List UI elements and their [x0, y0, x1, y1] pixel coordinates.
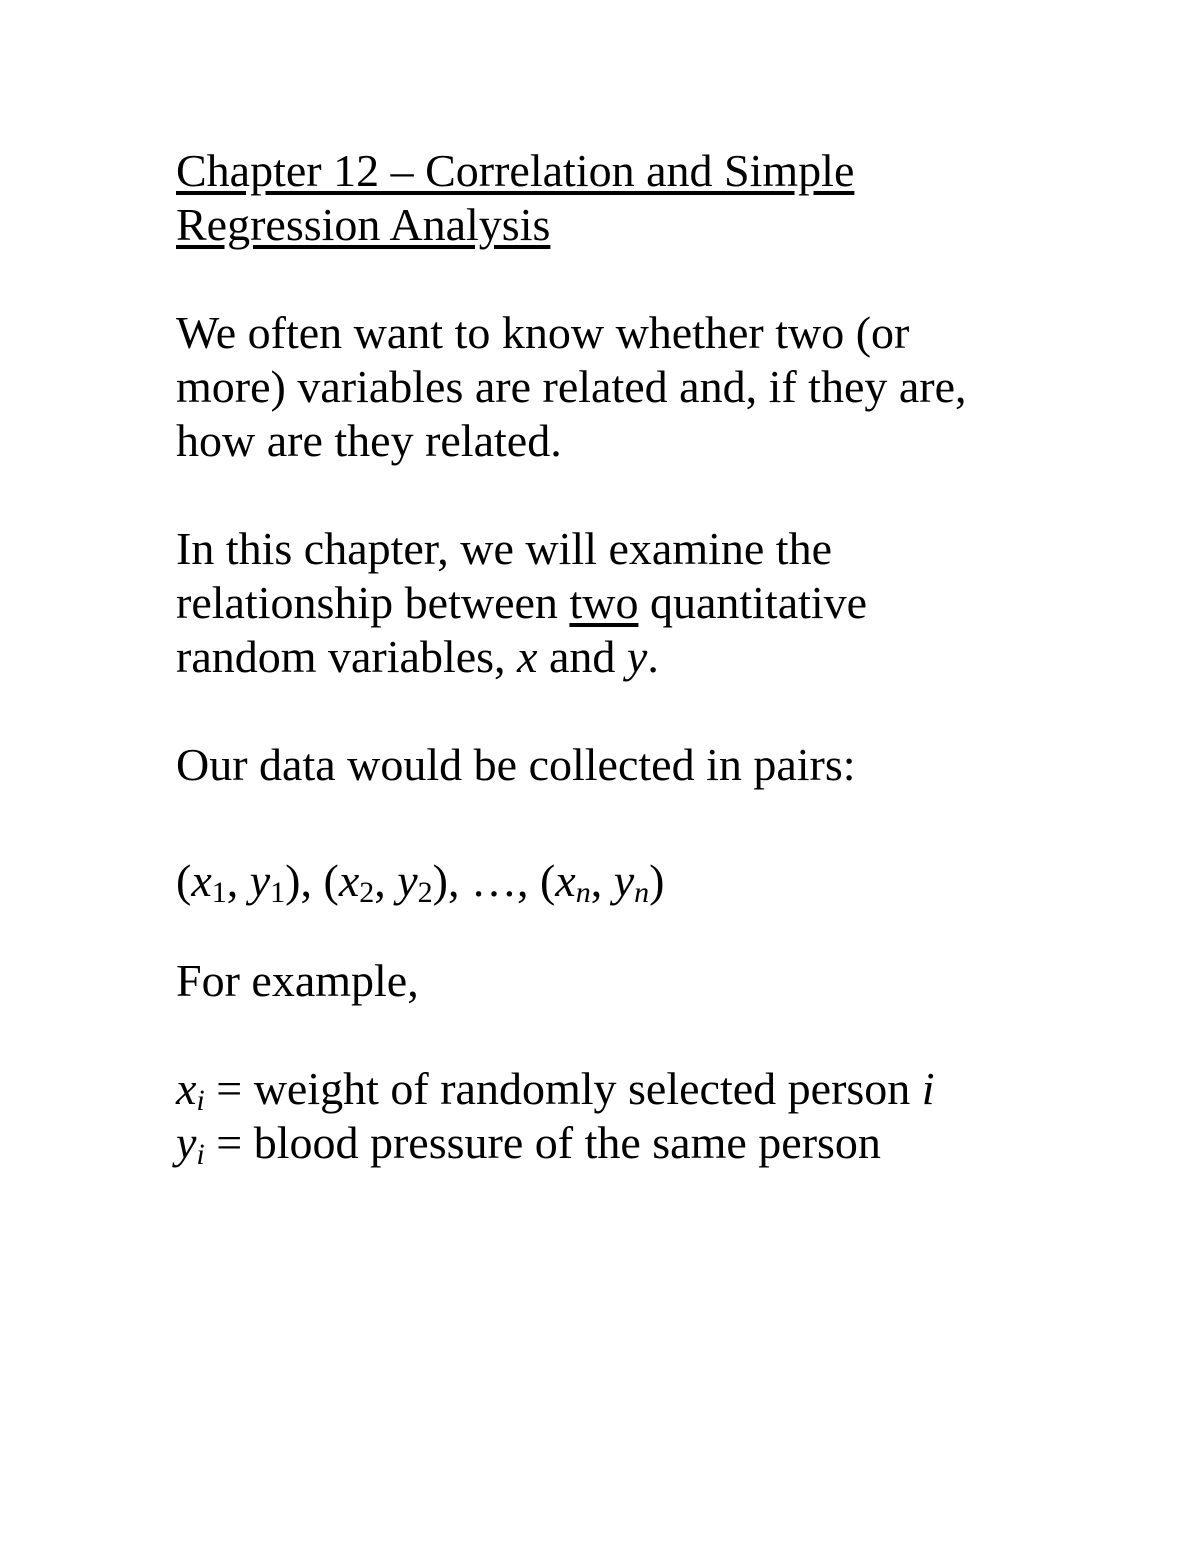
scope-line-3-end: .: [647, 631, 659, 682]
definition-x: [176, 1062, 935, 1116]
pair-separator-1: ), (: [285, 855, 339, 906]
intro-line-1: We often want to know whether two (or: [176, 307, 910, 358]
pair-2-y: y: [397, 855, 418, 906]
definition-y: [176, 1116, 935, 1170]
emphasis-two: two: [569, 577, 639, 628]
scope-line-3-pre: random variables,: [176, 631, 518, 682]
pair-1-x-sub: 1: [211, 876, 227, 909]
paren-open: (: [176, 855, 192, 906]
variable-definitions: [176, 1062, 935, 1170]
pair-1-comma: ,: [226, 855, 250, 906]
pair-2-x-sub: 2: [359, 876, 375, 909]
scope-line-2-post: quantitative: [638, 577, 868, 628]
chapter-title: [176, 144, 854, 252]
scope-line-3-and: and: [537, 631, 627, 682]
data-pairs-text: Our data would be collected in pairs:: [176, 739, 856, 790]
scope-line-3: [176, 630, 867, 684]
pair-n-x: x: [555, 855, 576, 906]
chapter-scope-paragraph: [176, 522, 867, 684]
example-intro-text: For example,: [176, 955, 419, 1006]
pair-ellipsis: ), …, (: [432, 855, 556, 906]
pair-1-y: y: [249, 855, 271, 906]
example-intro: [176, 954, 419, 1008]
pair-2-x: x: [338, 855, 360, 906]
scope-line-2-pre: relationship between: [176, 577, 570, 628]
definition-y-text: = blood pressure of the same person: [204, 1117, 881, 1168]
intro-line-2: more) variables are related and, if they are,: [176, 361, 967, 412]
pair-2-y-sub: 2: [417, 876, 433, 909]
data-pairs-paragraph: [176, 738, 856, 792]
variable-x: x: [517, 631, 538, 682]
definition-y-var: y: [176, 1117, 197, 1168]
definition-y-sub: i: [196, 1138, 205, 1171]
scope-line-1: In this chapter, we will examine the: [176, 523, 832, 574]
pairs-formula-line: [176, 854, 664, 908]
pair-n-y-sub: n: [634, 876, 650, 909]
pair-n-comma: ,: [590, 855, 614, 906]
intro-paragraph: [176, 306, 967, 468]
scope-line-2: [176, 576, 867, 630]
pair-2-comma: ,: [374, 855, 398, 906]
paren-close: ): [649, 855, 665, 906]
pair-n-y: y: [613, 855, 635, 906]
definition-x-index: i: [921, 1063, 935, 1114]
definition-x-text: = weight of randomly selected person: [204, 1063, 922, 1114]
pair-n-x-sub: n: [575, 876, 591, 909]
chapter-title-line-2: Regression Analysis: [176, 199, 551, 250]
pair-1-x: x: [191, 855, 212, 906]
pair-1-y-sub: 1: [270, 876, 286, 909]
definition-x-var: x: [176, 1063, 197, 1114]
variable-y: y: [626, 631, 648, 682]
chapter-title-line-1: Chapter 12 – Correlation and Simple: [176, 145, 855, 196]
pairs-formula: [176, 854, 664, 908]
definition-x-sub: i: [196, 1084, 205, 1117]
intro-line-3: how are they related.: [176, 415, 562, 466]
